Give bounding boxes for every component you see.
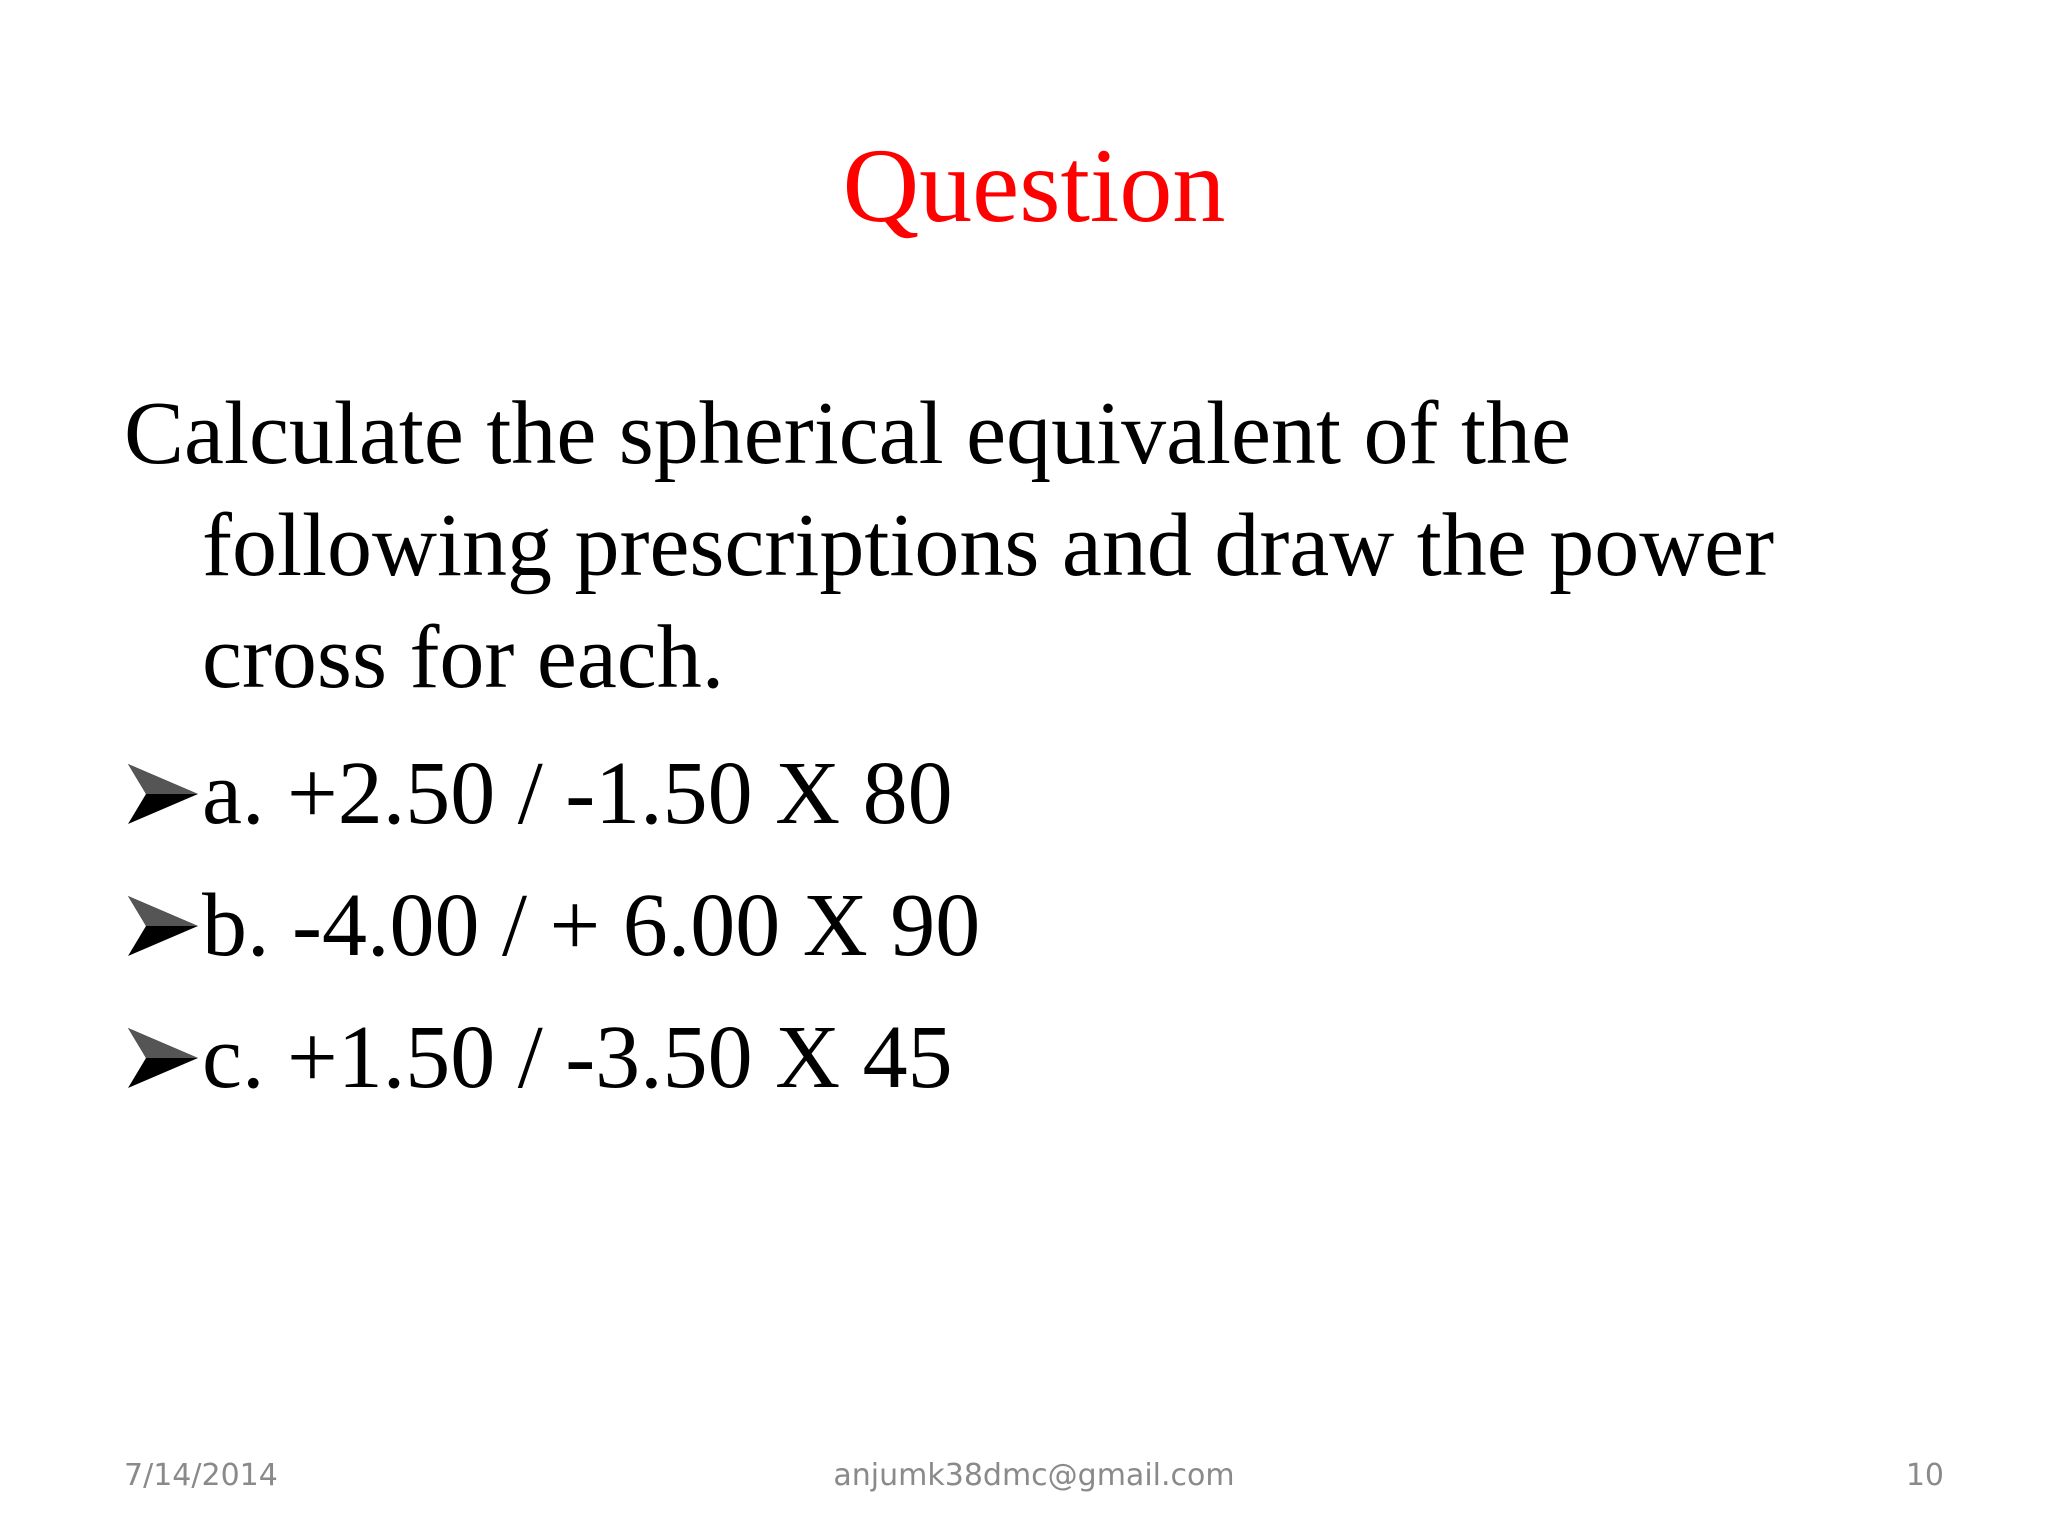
footer-date: 7/14/2014 (124, 1458, 278, 1493)
list-item (124, 728, 1884, 860)
slide-number: 10 (1905, 1458, 1944, 1493)
slide-body (124, 378, 1884, 1124)
arrow-bullet-icon (124, 886, 202, 966)
list-item-text: a. +2.50 / -1.50 X 80 (202, 744, 953, 843)
slide-title (0, 128, 2048, 245)
list-item-text: b. -4.00 / + 6.00 X 90 (202, 876, 981, 975)
list-item (124, 992, 1884, 1124)
list-item-text: c. +1.50 / -3.50 X 45 (202, 1008, 953, 1107)
footer-email (0, 1458, 2048, 1493)
list-item (124, 860, 1884, 992)
prescription-list (124, 728, 1884, 1124)
slide-title-text: Question (842, 127, 1226, 244)
arrow-bullet-icon (124, 754, 202, 834)
arrow-bullet-icon (124, 1018, 202, 1098)
footer-email-text: anjumk38dmc@gmail.com (833, 1458, 1235, 1493)
intro-paragraph: Calculate the spherical equivalent of the following prescriptions and draw the power cross for each. (124, 384, 1775, 707)
